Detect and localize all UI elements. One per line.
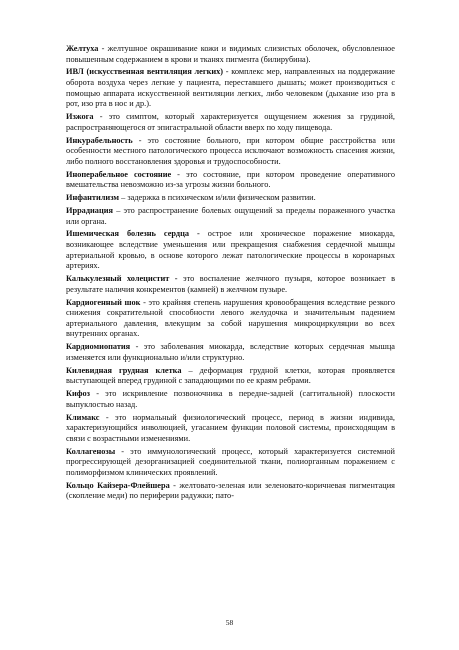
entry-term: Кольцо Кайзера-Флейшера (66, 480, 170, 490)
glossary-entries (66, 44, 395, 502)
entry-term: Кардиогенный шок (66, 297, 141, 307)
entry-definition: - это искривление позвоночника в передне-задней (саггитальной) плоскости выпуклостью назад. (66, 389, 395, 409)
entry-definition: - это заболевания миокарда, вследствие которых сердечная мышца изменяется или функционально и/или структурно. (66, 342, 395, 362)
glossary-entry (66, 413, 395, 445)
entry-definition: – это распространение болевых ощущений за пределы пораженного участка или органа. (66, 206, 395, 226)
entry-definition: – деформация грудной клетки, которая проявляется выступающей вперед грудиной с западающими по ее краям ребрами. (66, 365, 396, 386)
entry-term: ИВЛ (искусственная вентиляция легких) (66, 67, 224, 77)
entry-term: Калькулезный холецистит - (66, 274, 178, 284)
entry-definition: – задержка в психическом и/или физическом развитии. (119, 193, 316, 203)
glossary-entry (66, 136, 395, 168)
glossary-entry (66, 366, 395, 387)
entry-term: Иноперабельное состояние (66, 169, 172, 179)
entry-definition: - это нормальный физиологический процесс, период в жизни индивида, характеризующийся инволюцией, угасанием функции половой системы, происходящим в связи с возрастными изменениями. (66, 412, 395, 443)
entry-term: Килевидная грудная клетка (66, 365, 182, 375)
entry-term: Изжога (66, 112, 94, 122)
glossary-entry (66, 193, 395, 204)
glossary-entry (66, 206, 395, 227)
entry-definition: острое или хроническое поражение миокарда, возникающее вследствие уменьшения или прекращения снабжения сердечной мышцы артериальной кровью, в основе которого лежат патологические процессы в коронарных артериях. (66, 229, 395, 271)
entry-term: Инфантилизм (66, 193, 120, 203)
entry-definition: - желтушное окрашивание кожи и видимых слизистых оболочек, обусловленное повышенным содержанием в крови и тканях пигмента (билирубина). (66, 44, 395, 64)
entry-term: Инкурабельность (66, 135, 133, 145)
entry-definition: - это симптом, который характеризуется ощущением жжения за грудиной, распространяющегося от эпигастральной области вверх по ходу пищевода. (66, 112, 395, 132)
glossary-entry (66, 112, 395, 133)
glossary-entry (66, 389, 395, 410)
entry-term: Иррадиация (66, 206, 114, 215)
entry-term: Кифоз (66, 389, 91, 399)
glossary-entry (66, 274, 395, 295)
page-number: 58 (225, 618, 234, 627)
entry-definition: - комплекс мер, направленных на поддержание оборота воздуха через легкие у пациента, переставшего дышать; может производиться с помощью аппарата искусственной вентиляции легких, либо человеком (дыхание изо рта в рот, изо рта в нос и др.). (66, 67, 395, 109)
entry-term: Желтуха (66, 44, 99, 53)
glossary-entry (66, 170, 395, 191)
entry-definition: - это крайняя степень нарушения кровообращения вследствие резкого снижения сократительной способности левого желудочка и значительным падением артериального давления, влекущим за собой нарушения микроциркуляции во всех внутренних органах. (66, 297, 396, 339)
glossary-entry (66, 298, 395, 340)
entry-term: Коллагенозы (66, 446, 116, 456)
glossary-entry (66, 481, 395, 502)
glossary-entry (66, 342, 395, 363)
glossary-entry (66, 447, 395, 479)
entry-term: Кардиомиопатия (66, 342, 131, 352)
entry-term: Климакс (66, 412, 100, 422)
glossary-entry (66, 229, 395, 271)
entry-definition: - это состояние, при котором проведение оперативного вмешательства невозможно из-за угрозы жизни больного. (66, 169, 395, 190)
entry-definition: - это иммунологический процесс, который характеризуется системной прогрессирующей дезорганизацией соединительной ткани, полиорганным поражением с полиморфизмом клинических проявлений. (66, 446, 395, 477)
entry-definition: - желтовато-зеленая или зеленовато-коричневая пигментация (скопление меди) по периферии радужки; пато- (66, 480, 395, 501)
entry-definition: - это состояние больного, при котором общие расстройства или особенности местного патологического процесса исключают возможность спасения жизни, либо полного восстановления здоровья и трудоспособности. (66, 135, 395, 166)
entry-definition: это воспаление желчного пузыря, которое возникает в результате наличия конкрементов (камней) в желчном пузыре. (66, 274, 395, 294)
glossary-entry (66, 67, 395, 109)
glossary-entry (66, 44, 395, 65)
entry-term: Ишемическая болезнь сердца - (66, 229, 200, 239)
